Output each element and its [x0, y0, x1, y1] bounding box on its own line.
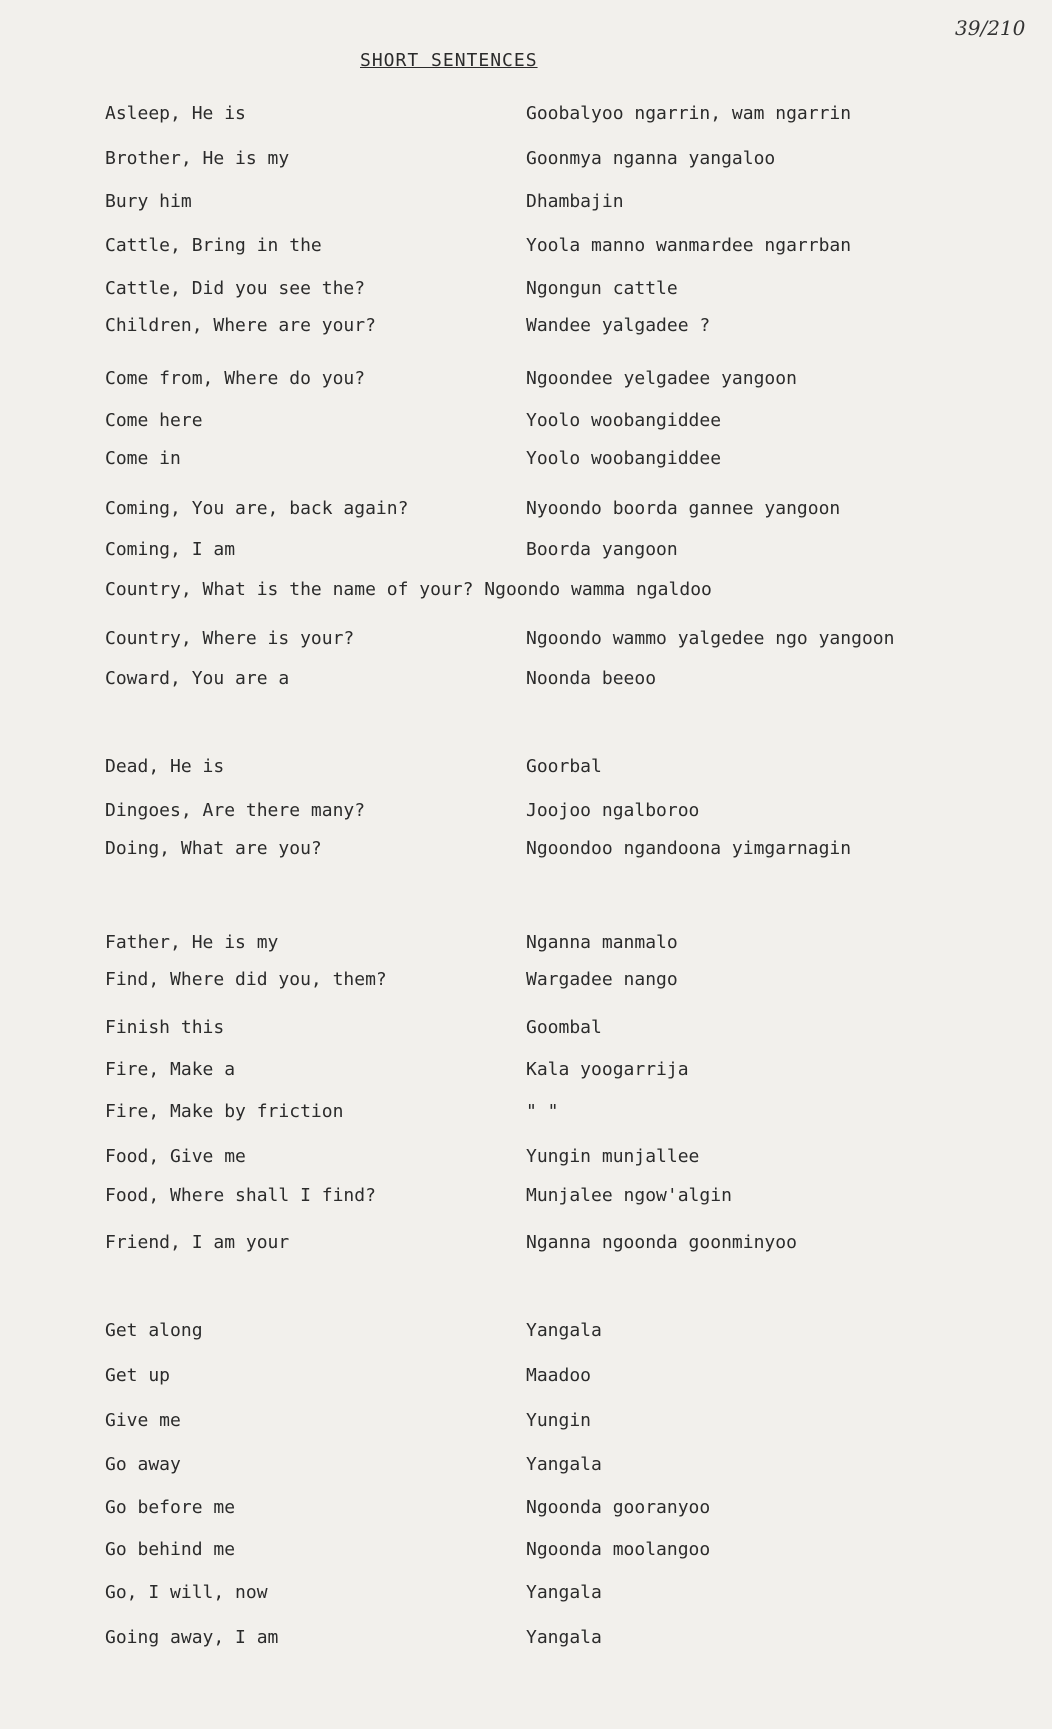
aboriginal-translation: Maadoo: [526, 1365, 592, 1386]
entry-row: [0, 235, 1052, 263]
aboriginal-translation: Goombal: [526, 1017, 602, 1038]
aboriginal-translation: Yungin munjallee: [526, 1146, 700, 1167]
entry-row: [0, 579, 1052, 607]
entry-row: [0, 1101, 1052, 1129]
aboriginal-translation: Noonda beeoo: [526, 668, 657, 689]
english-phrase: Coming, You are, back again?: [105, 498, 409, 519]
aboriginal-translation: Boorda yangoon: [526, 539, 678, 560]
english-phrase: Cattle, Bring in the: [105, 235, 322, 256]
entry-row: [0, 448, 1052, 476]
aboriginal-translation: Nyoondo boorda gannee yangoon: [526, 498, 841, 519]
english-phrase: Go, I will, now: [105, 1582, 268, 1603]
english-phrase: Asleep, He is: [105, 103, 246, 124]
entry-row: [0, 800, 1052, 828]
aboriginal-translation: Ngoondee yelgadee yangoon: [526, 368, 797, 389]
english-phrase: Coming, I am: [105, 539, 236, 560]
aboriginal-translation: Joojoo ngalboroo: [526, 800, 700, 821]
entry-row: [0, 1232, 1052, 1260]
english-phrase: Come from, Where do you?: [105, 368, 366, 389]
aboriginal-translation: Ngoonda gooranyoo: [526, 1497, 711, 1518]
entry-row: [0, 278, 1052, 306]
entry-row: [0, 756, 1052, 784]
aboriginal-translation: Dhambajin: [526, 191, 624, 212]
entry-row: [0, 148, 1052, 176]
entry-row: [0, 1410, 1052, 1438]
english-phrase: Brother, He is my: [105, 148, 290, 169]
entry-row: [0, 1497, 1052, 1525]
entry-row: [0, 315, 1052, 343]
entry-line: Country, What is the name of your? Ngoondo wamma ngaldoo: [105, 579, 712, 600]
english-phrase: Bury him: [105, 191, 192, 212]
aboriginal-translation: Munjalee ngow'algin: [526, 1185, 732, 1206]
entry-row: [0, 628, 1052, 656]
english-phrase: Coward, You are a: [105, 668, 290, 689]
entry-row: [0, 410, 1052, 438]
english-phrase: Children, Where are your?: [105, 315, 376, 336]
aboriginal-translation: Yangala: [526, 1320, 602, 1341]
english-phrase: Give me: [105, 1410, 181, 1431]
entry-row: [0, 932, 1052, 960]
aboriginal-translation: Wargadee nango: [526, 969, 678, 990]
entry-row: [0, 1582, 1052, 1610]
english-phrase: Father, He is my: [105, 932, 279, 953]
aboriginal-translation: " ": [526, 1101, 559, 1122]
entry-row: [0, 1059, 1052, 1087]
english-phrase: Dingoes, Are there many?: [105, 800, 366, 821]
english-phrase: Finish this: [105, 1017, 225, 1038]
english-phrase: Get up: [105, 1365, 171, 1386]
aboriginal-translation: Yangala: [526, 1454, 602, 1475]
page-title: SHORT SENTENCES: [360, 50, 538, 71]
entry-row: [0, 191, 1052, 219]
english-phrase: Friend, I am your: [105, 1232, 290, 1253]
aboriginal-translation: Ngongun cattle: [526, 278, 678, 299]
entry-row: [0, 1627, 1052, 1655]
folio-number: 39/210: [955, 16, 1026, 40]
english-phrase: Dead, He is: [105, 756, 225, 777]
entry-row: [0, 1454, 1052, 1482]
aboriginal-translation: Ngoondoo ngandoona yimgarnagin: [526, 838, 852, 859]
english-phrase: Cattle, Did you see the?: [105, 278, 366, 299]
english-phrase: Doing, What are you?: [105, 838, 322, 859]
entry-row: [0, 838, 1052, 866]
english-phrase: Go away: [105, 1454, 181, 1475]
aboriginal-translation: Nganna ngoonda goonminyoo: [526, 1232, 797, 1253]
aboriginal-translation: Goorbal: [526, 756, 602, 777]
english-phrase: Food, Where shall I find?: [105, 1185, 376, 1206]
aboriginal-translation: Nganna manmalo: [526, 932, 678, 953]
english-phrase: Find, Where did you, them?: [105, 969, 387, 990]
english-phrase: Going away, I am: [105, 1627, 279, 1648]
aboriginal-translation: Yangala: [526, 1582, 602, 1603]
aboriginal-translation: Goonmya nganna yangaloo: [526, 148, 776, 169]
aboriginal-translation: Yoola manno wanmardee ngarrban: [526, 235, 852, 256]
entry-row: [0, 1185, 1052, 1213]
english-phrase: Go before me: [105, 1497, 236, 1518]
aboriginal-translation: Kala yoogarrija: [526, 1059, 689, 1080]
entry-row: [0, 1017, 1052, 1045]
english-phrase: Come in: [105, 448, 181, 469]
english-phrase: Fire, Make a: [105, 1059, 236, 1080]
aboriginal-translation: Yoolo woobangiddee: [526, 410, 722, 431]
aboriginal-translation: Wandee yalgadee ?: [526, 315, 711, 336]
aboriginal-translation: Ngoondo wammo yalgedee ngo yangoon: [526, 628, 895, 649]
entry-row: [0, 498, 1052, 526]
entry-row: [0, 368, 1052, 396]
aboriginal-translation: Goobalyoo ngarrin, wam ngarrin: [526, 103, 852, 124]
entry-row: [0, 1320, 1052, 1348]
aboriginal-translation: Yangala: [526, 1627, 602, 1648]
english-phrase: Food, Give me: [105, 1146, 246, 1167]
entry-row: [0, 539, 1052, 567]
entry-row: [0, 103, 1052, 131]
english-phrase: Get along: [105, 1320, 203, 1341]
entry-row: [0, 969, 1052, 997]
aboriginal-translation: Ngoonda moolangoo: [526, 1539, 711, 1560]
english-phrase: Go behind me: [105, 1539, 236, 1560]
english-phrase: Country, Where is your?: [105, 628, 355, 649]
aboriginal-translation: Yoolo woobangiddee: [526, 448, 722, 469]
english-phrase: Come here: [105, 410, 203, 431]
entry-row: [0, 1539, 1052, 1567]
english-phrase: Fire, Make by friction: [105, 1101, 344, 1122]
entry-row: [0, 1146, 1052, 1174]
aboriginal-translation: Yungin: [526, 1410, 592, 1431]
entry-row: [0, 668, 1052, 696]
entry-row: [0, 1365, 1052, 1393]
